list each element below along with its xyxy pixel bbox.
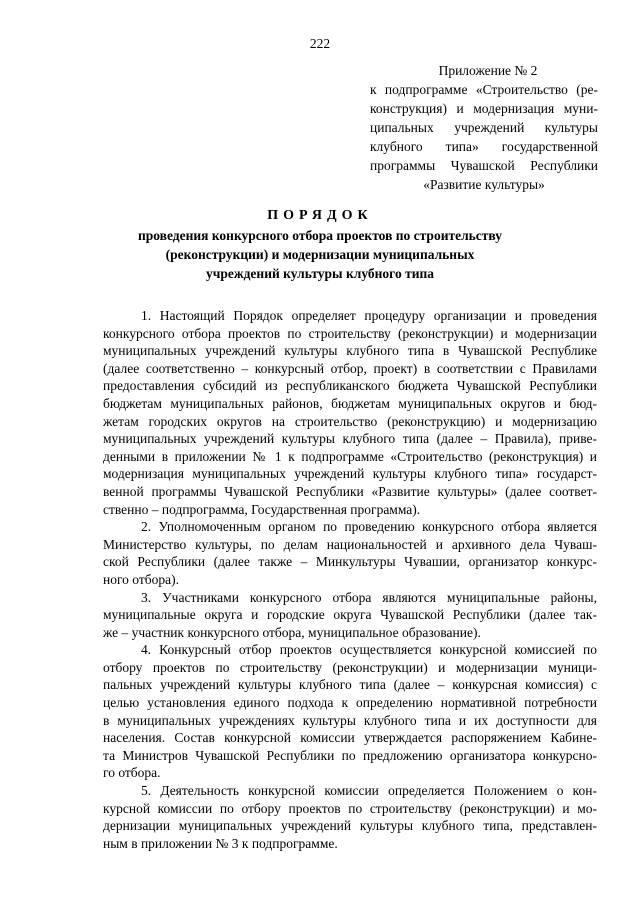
text-line: отбору проектов по строительству (реконструкции) и модернизации муници-: [103, 659, 597, 675]
text-line: дернизации муниципальных учреждений культуры клубного типа, представлен-: [103, 818, 597, 834]
text-line: денными в приложении № 1 к подпрограмме «Строительство (реконструкция) и: [103, 448, 597, 464]
text-line: ного отбора).: [103, 571, 180, 587]
text-line: венной программы Чувашской Республики «Развитие культуры» (далее соответ-: [103, 483, 597, 499]
appendix-line: конструкция) и модернизация муни-: [370, 101, 598, 116]
text-line: бюджетам муниципальных районов, бюджетам муниципальных округов и бюд-: [103, 395, 597, 411]
text-line: 4. Конкурсный отбор проектов осуществляется конкурсной комиссией по: [141, 642, 597, 658]
text-line: предоставления субсидий из республиканского бюджета Чувашской Республики: [103, 378, 597, 394]
text-line: модернизация муниципальных учреждений культуры клубного типа» государст-: [103, 466, 597, 482]
appendix-block: [370, 61, 598, 194]
text-line: ской Республики (далее также – Минкультуры Чувашии, организатор конкурс-: [103, 554, 597, 570]
text-line: 1. Настоящий Порядок определяет процедуру организации и проведения: [141, 308, 597, 323]
appendix-title: Приложение № 2: [438, 63, 538, 78]
text-line: го отбора.: [103, 765, 161, 781]
appendix-line: ципальных учреждений культуры: [370, 120, 598, 135]
text-line: Министерство культуры, по делам национальностей и архивного дела Чуваш-: [103, 536, 597, 552]
text-line: пальных учреждений культуры клубного типа (далее – конкурсная комиссия) с: [103, 677, 597, 693]
text-line: муниципальных учреждений культуры клубного типа в Чувашской Республике: [103, 343, 597, 359]
text-line: конкурсного отбора проектов по строительству (реконструкции) и модернизации: [103, 325, 597, 341]
text-line: 2. Уполномоченным органом по проведению конкурсного отбора является: [141, 519, 597, 535]
appendix-line: программы Чувашской Республики: [370, 158, 598, 173]
text-line: целью установления единого подхода к определению нормативной потребности: [103, 695, 597, 711]
appendix-line: к подпрограмме «Строительство (ре-: [370, 82, 598, 97]
text-line: 3. Участниками конкурсного отбора являются муниципальные районы,: [141, 589, 597, 605]
document-title: [0, 208, 640, 283]
appendix-line: «Развитие культуры»: [423, 177, 545, 192]
title-line: проведения конкурсного отбора проектов по строительству: [137, 228, 503, 243]
text-line: в муниципальных учреждениях культуры клубного типа и их доступности для: [103, 712, 597, 728]
text-line: 5. Деятельность конкурсной комиссии определяется Положением о кон-: [141, 783, 597, 799]
text-line: населения. Состав конкурсной комиссии утверждается распоряжением Кабине-: [103, 730, 597, 746]
text-line: та Министров Чувашской Республики по предложению организатора конкурсно-: [103, 747, 597, 763]
appendix-line: клубного типа» государственной: [370, 139, 598, 154]
title-line: (реконструкции) и модернизации муниципальных: [165, 247, 475, 262]
page-number: 222: [309, 36, 331, 51]
text-line: ным в приложении № 3 к подпрограмме.: [103, 835, 338, 851]
text-line: ственно – подпрограмма, Государственная программа).: [103, 501, 421, 517]
text-line: муниципальных учреждений культуры клубного типа (далее – Правила), приве-: [103, 431, 597, 447]
text-line: курсной комиссии по отбору проектов по строительству (реконструкции) и мо-: [103, 800, 597, 816]
title-heading: ПОРЯДОК: [267, 208, 373, 223]
text-line: муниципальные округа и городские округа Чувашской Республики (далее так-: [103, 607, 597, 623]
text-line: (далее соответственно – конкурсный отбор, проект) в соответствии с Правилами: [103, 360, 597, 376]
text-line: же – участник конкурсного отбора, муниципальное образование).: [103, 624, 481, 640]
title-line: учреждений культуры клубного типа: [205, 266, 435, 281]
body-text: [103, 307, 597, 852]
text-line: жетам городских округов на строительство (реконструкцию) и модернизацию: [103, 413, 597, 429]
